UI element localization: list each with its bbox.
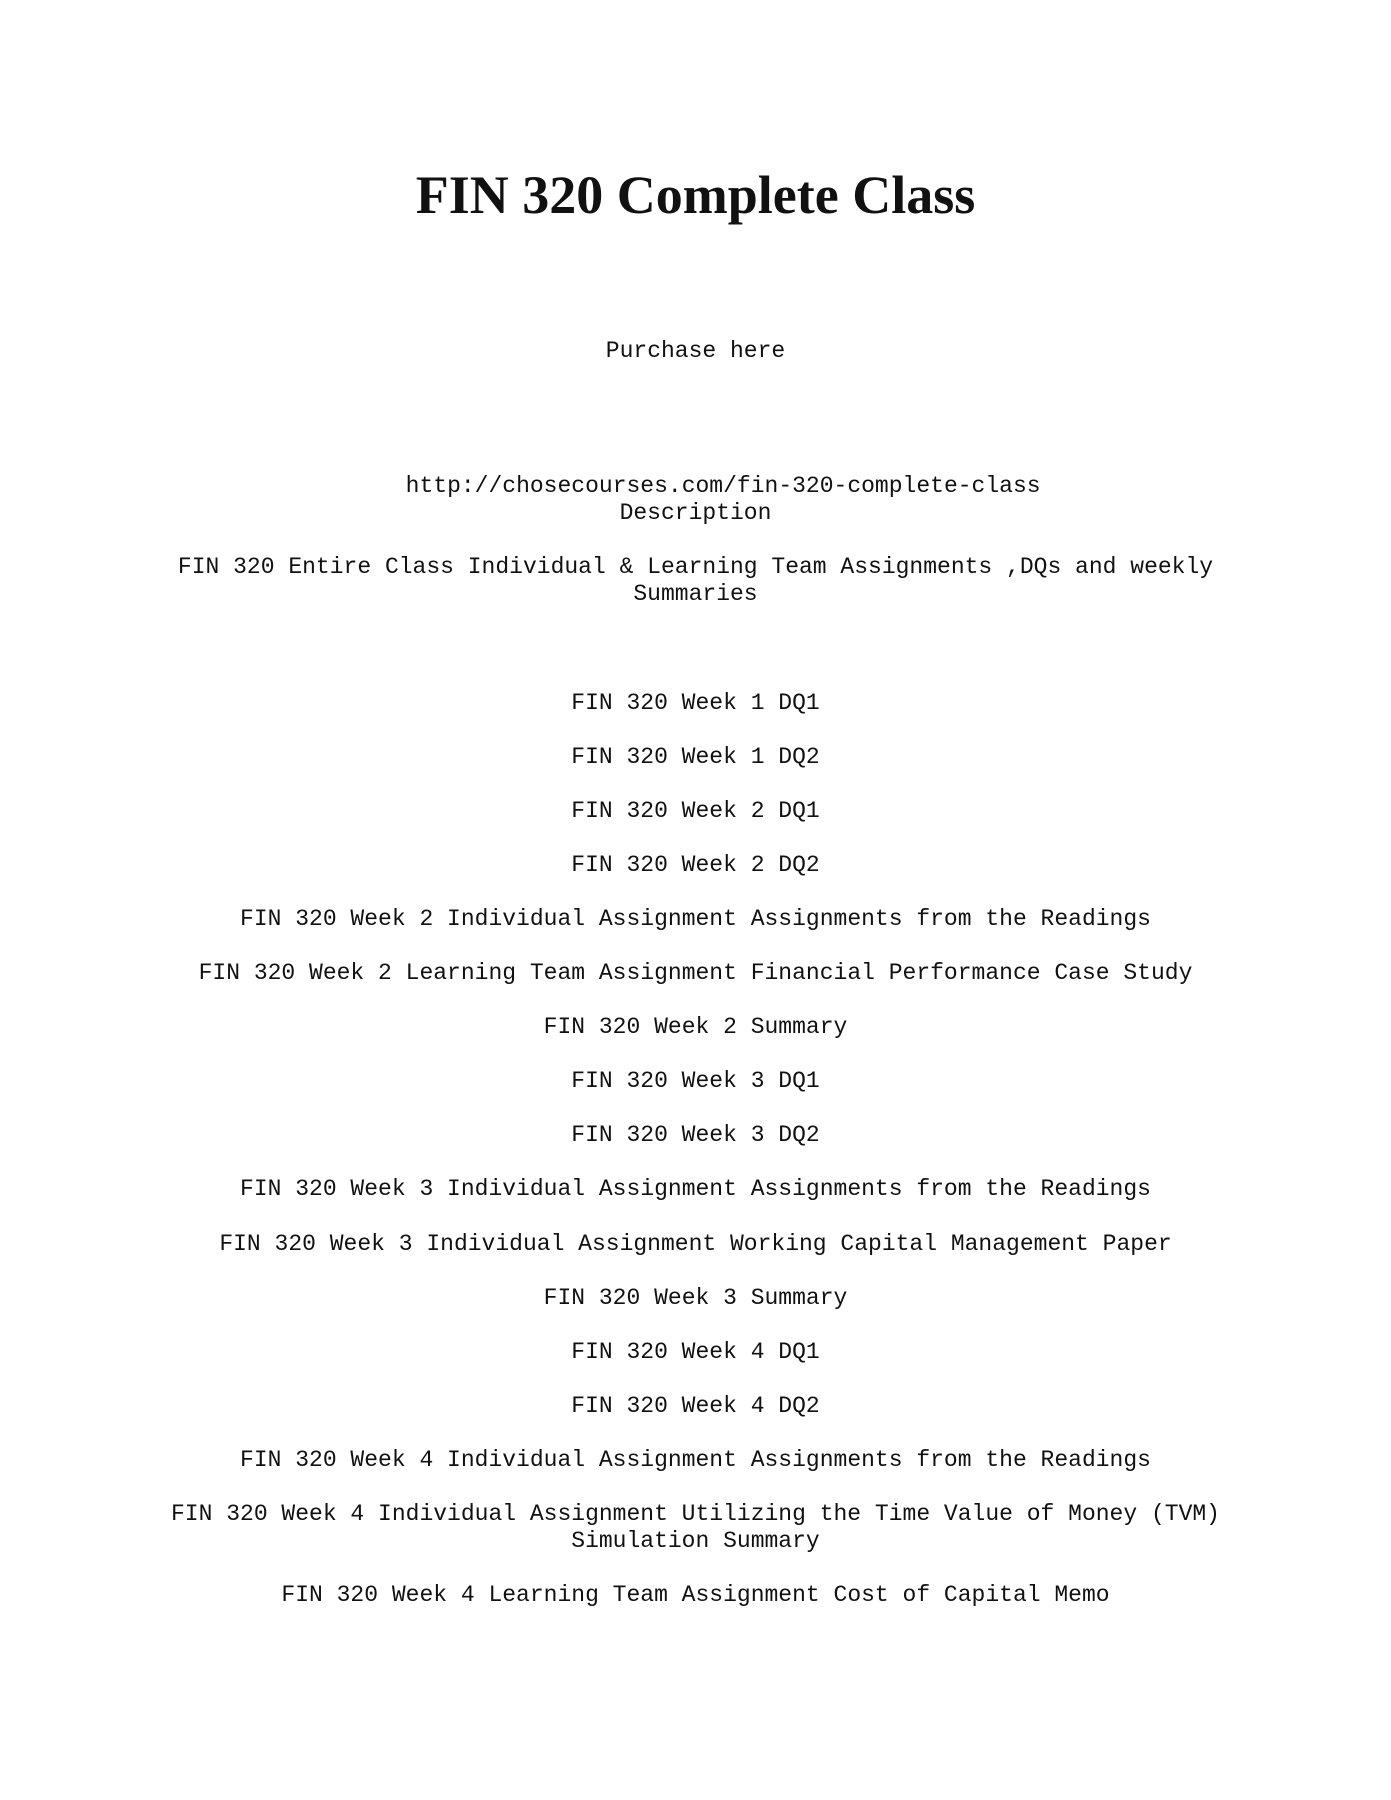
purchase-label: Purchase here <box>605 338 786 364</box>
list-item: FIN 320 Week 1 DQ1 <box>571 690 820 716</box>
list-item: FIN 320 Week 2 Summary <box>543 1014 848 1040</box>
purchase-link[interactable]: http://chosecourses.com/fin-320-complete-class <box>405 473 1041 499</box>
list-item: FIN 320 Week 2 Learning Team Assignment Financial Performance Case Study <box>198 960 1193 986</box>
list-item: FIN 320 Week 3 DQ2 <box>571 1122 820 1148</box>
description-text: FIN 320 Entire Class Individual & Learning Team Assignments ,DQs and weekly Summaries <box>177 554 1214 607</box>
list-item: FIN 320 Week 3 Individual Assignment Assignments from the Readings <box>240 1176 1151 1202</box>
list-item: FIN 320 Week 1 DQ2 <box>571 744 820 770</box>
list-item: FIN 320 Week 2 DQ2 <box>571 852 820 878</box>
list-item: FIN 320 Week 3 Individual Assignment Working Capital Management Paper <box>219 1231 1172 1257</box>
list-item: FIN 320 Week 2 DQ1 <box>571 798 820 824</box>
description-heading: Description <box>619 500 772 526</box>
list-item: FIN 320 Week 4 DQ2 <box>571 1393 820 1419</box>
list-item: FIN 320 Week 2 Individual Assignment Assignments from the Readings <box>240 906 1151 932</box>
list-item: FIN 320 Week 4 DQ1 <box>571 1339 820 1365</box>
list-item: FIN 320 Week 3 DQ1 <box>571 1068 820 1094</box>
list-item: FIN 320 Week 4 Learning Team Assignment Cost of Capital Memo <box>281 1582 1110 1608</box>
list-item: FIN 320 Week 4 Individual Assignment Assignments from the Readings <box>240 1447 1151 1473</box>
list-item: FIN 320 Week 3 Summary <box>543 1285 848 1311</box>
list-item: FIN 320 Week 4 Individual Assignment Utilizing the Time Value of Money (TVM) Simulation Summary <box>171 1501 1220 1554</box>
page-title: FIN 320 Complete Class <box>415 165 976 225</box>
